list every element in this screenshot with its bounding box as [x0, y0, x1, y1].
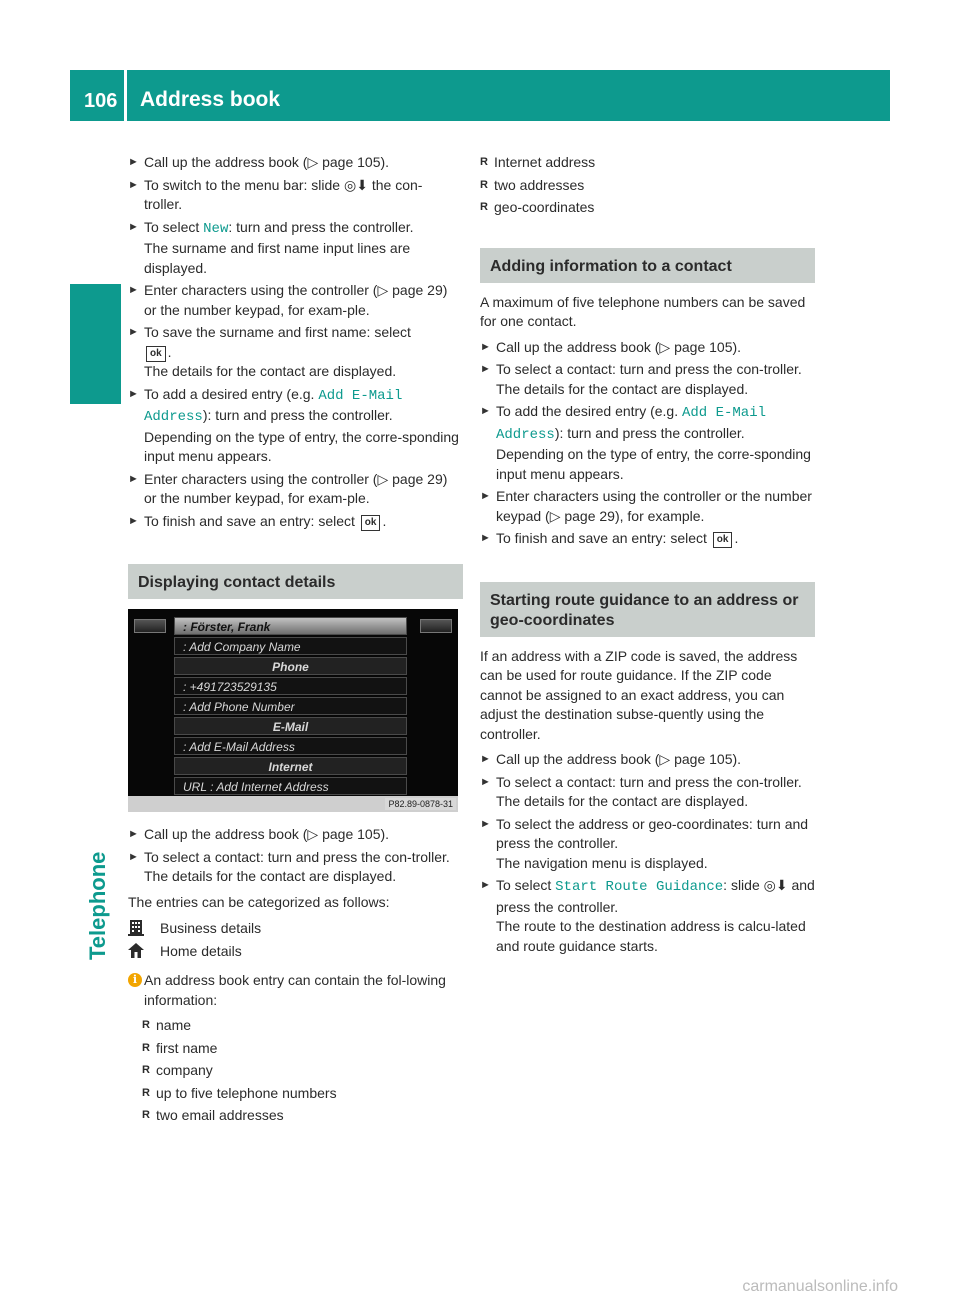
step-text: To select a contact: turn and press the con-troller.: [496, 361, 802, 377]
screen-row: : Add Company Name: [174, 637, 407, 655]
step-text: troller.: [144, 196, 183, 212]
list-item-text: geo-coordinates: [494, 199, 595, 215]
category-business: [128, 918, 463, 938]
arrow-icon: ►: [128, 178, 139, 191]
step-text: page 105).: [318, 154, 390, 170]
step: [480, 815, 815, 874]
step-text: Enter characters using the controller (: [144, 470, 378, 487]
step-text: To select a contact: turn and press the con-troller.: [496, 773, 802, 790]
step: [128, 385, 463, 467]
step: [480, 360, 815, 399]
ok-key-icon: ok: [713, 532, 733, 548]
page-number: 106: [84, 90, 118, 112]
list-item: [128, 1106, 463, 1126]
arrow-icon: ►: [480, 532, 491, 544]
step-text: To add a desired entry (e.g.: [144, 385, 319, 402]
bullet-icon: R: [142, 1109, 150, 1121]
step: [480, 402, 815, 484]
list-item-text: two email addresses: [156, 1107, 284, 1123]
screen-row: : Förster, Frank: [174, 617, 407, 635]
arrow-icon: ►: [480, 817, 491, 830]
categorized-intro: The entries can be categorized as follows:: [128, 893, 390, 910]
list-item-text: first name: [156, 1039, 218, 1056]
step-result: The details for the contact are displayed.: [496, 793, 749, 809]
arrow-icon: ►: [480, 363, 491, 375]
step-text: Call up the address book (▷ page 105).: [496, 338, 742, 355]
step-text: To save the surname and first name: select: [144, 324, 411, 340]
list-item: [480, 153, 815, 173]
arrow-icon: ►: [480, 753, 491, 765]
ok-key-icon: ok: [361, 515, 381, 531]
step-result: The details for the contact are displayed.: [496, 380, 749, 397]
screen-menu-icon: [134, 619, 166, 633]
screen-row-heading: E-Mail: [174, 717, 407, 735]
arrow-icon: ►: [128, 514, 139, 527]
menu-item-add-email-address: Add E-Mail Address: [144, 387, 403, 425]
side-section-label: Telephone: [85, 851, 110, 960]
step-text: To finish and save an entry: select: [496, 530, 711, 546]
step: [480, 529, 815, 549]
arrow-icon: ►: [480, 340, 491, 353]
step: [128, 512, 463, 532]
step-result: The surname and first name input lines are displayed.: [144, 240, 411, 276]
controller-slide-icon: ◎⬇: [344, 176, 368, 193]
step-text: Call up the address book (▷ page 105).: [144, 826, 390, 842]
arrow-icon: ►: [128, 387, 139, 400]
step: [128, 470, 463, 509]
step: [128, 323, 463, 382]
side-tab: [70, 284, 121, 404]
step: [480, 773, 815, 812]
step: [480, 750, 815, 770]
list-item: [480, 176, 815, 196]
info-text: An address book entry can contain the fol-lowing information:: [144, 972, 446, 1008]
step: [128, 176, 463, 215]
step-text: the con-: [367, 176, 423, 193]
arrow-icon: ►: [128, 326, 139, 338]
section-heading-adding-information: Adding information to a contact: [480, 248, 815, 283]
screen-row: : +491723529135: [174, 677, 407, 695]
arrow-icon: ►: [480, 879, 491, 891]
arrow-icon: ►: [128, 472, 139, 485]
step-text: : turn and press the controller.: [228, 218, 414, 235]
screen-image-contact-details: [128, 609, 458, 812]
screen-row: : Add Phone Number: [174, 697, 407, 715]
right-column: [480, 153, 815, 959]
category-home: [128, 941, 463, 961]
step: [480, 876, 815, 956]
screen-back-icon: [420, 619, 452, 633]
arrow-icon: ►: [480, 775, 491, 788]
step-result: The details for the contact are displayed.: [144, 363, 397, 379]
step-text: To switch to the menu bar: slide: [144, 176, 344, 193]
step-text: To select: [496, 877, 556, 893]
step: [128, 281, 463, 320]
left-column: [128, 153, 463, 1129]
menu-item-add-email-address: Add E-Mail Address: [496, 405, 767, 443]
step-text: To finish and save an entry: select: [144, 512, 359, 529]
bullet-icon: R: [480, 178, 488, 191]
watermark: carmanualsonline.info: [742, 1278, 898, 1295]
list-item: [128, 1016, 463, 1036]
step-text: To select a contact: turn and press the con-troller.: [144, 848, 450, 865]
bullet-icon: R: [480, 201, 488, 213]
page-ref-icon: ▷: [377, 470, 389, 487]
step-result: The route to the destination address is calcu-lated and route guidance starts.: [496, 918, 806, 954]
route-intro: If an address with a ZIP code is saved, the address can be used for route guidance. If the ZIP code cannot be assigned to an exact address, you can adjust the destination subse-quently using the controller.: [480, 647, 798, 742]
page-title: Address book: [140, 88, 281, 111]
step: [480, 338, 815, 358]
step-text: Enter characters using the controller (: [144, 282, 378, 298]
step: [128, 848, 463, 887]
step-result: Depending on the type of entry, the corre-sponding input menu appears.: [496, 446, 811, 482]
business-building-icon: [128, 919, 144, 936]
step-result: Depending on the type of entry, the corre-sponding input menu appears.: [144, 428, 459, 464]
screen-row: URL : Add Internet Address: [174, 777, 407, 795]
list-item: [128, 1084, 463, 1104]
menu-item-new: New: [203, 220, 229, 237]
bullet-icon: R: [142, 1041, 150, 1054]
page-ref-icon: ▷: [307, 154, 319, 170]
screen-row-heading: Internet: [174, 757, 407, 775]
arrow-icon: ►: [128, 220, 139, 233]
list-item-text: Internet address: [494, 154, 596, 170]
step-result: The details for the contact are displayed.: [144, 868, 397, 884]
step-text: Call up the address book (: [144, 154, 308, 170]
step-text: ): turn and press the controller.: [202, 407, 393, 423]
list-item: [128, 1039, 463, 1059]
header-divider: [124, 70, 127, 121]
arrow-icon: ►: [128, 850, 139, 863]
step-text: .: [167, 343, 172, 360]
screen-row-heading: Phone: [174, 657, 407, 675]
menu-item-start-route-guidance: Start Route Guidance: [555, 879, 724, 895]
list-item-text: up to five telephone numbers: [156, 1084, 337, 1101]
list-item-text: two addresses: [494, 176, 585, 193]
category-label: Business details: [160, 920, 262, 936]
category-label: Home details: [160, 943, 242, 959]
bullet-icon: R: [142, 1019, 150, 1031]
step: [480, 487, 815, 526]
arrow-icon: ►: [480, 405, 491, 417]
bullet-icon: R: [142, 1086, 150, 1099]
step-text: To select: [144, 218, 204, 235]
home-house-icon: [128, 942, 144, 959]
bullet-icon: R: [142, 1064, 150, 1076]
step: [128, 825, 463, 845]
list-item: [480, 198, 815, 218]
arrow-icon: ►: [128, 156, 139, 168]
step-text: To select the address or geo-coordinates: turn and press the controller.: [496, 815, 809, 851]
page-ref-icon: ▷: [377, 282, 389, 298]
step-text: Enter characters using the controller or the number keypad (▷ page 29), for example.: [496, 488, 812, 524]
list-item-text: company: [156, 1062, 213, 1078]
ok-key-icon: ok: [146, 346, 166, 362]
list-item-text: name: [156, 1017, 192, 1033]
step-text: Call up the address book (▷ page 105).: [496, 751, 742, 767]
step-text: ): turn and press the controller.: [554, 424, 745, 441]
section-heading-route-guidance: Starting route guidance to an address or geo-coordinates: [480, 582, 815, 637]
step-text: To add the desired entry (e.g.: [496, 403, 682, 419]
list-item: [128, 1061, 463, 1081]
arrow-icon: ►: [480, 490, 491, 502]
step: [128, 218, 463, 279]
step-text: page 29) or the number keypad, for exam-ple.: [144, 470, 448, 506]
bullet-icon: R: [480, 156, 488, 168]
image-code: P82.89-0878-31: [385, 798, 456, 810]
adding-intro: A maximum of five telephone numbers can be saved for one contact.: [480, 293, 806, 329]
step-text: .: [734, 530, 739, 546]
step-text: : slide ◎⬇ and press the controller.: [496, 877, 815, 915]
arrow-icon: ►: [128, 828, 139, 840]
arrow-icon: ►: [128, 284, 139, 296]
step: [128, 153, 463, 173]
info-note: [128, 971, 463, 1010]
step-text: page 29) or the number keypad, for exam-ple.: [144, 282, 448, 318]
section-heading-displaying-contact: Displaying contact details: [128, 564, 463, 599]
step-text: .: [382, 512, 387, 529]
info-icon: i: [128, 973, 142, 987]
step-result: The navigation menu is displayed.: [496, 854, 708, 871]
screen-row: : Add E-Mail Address: [174, 737, 407, 755]
